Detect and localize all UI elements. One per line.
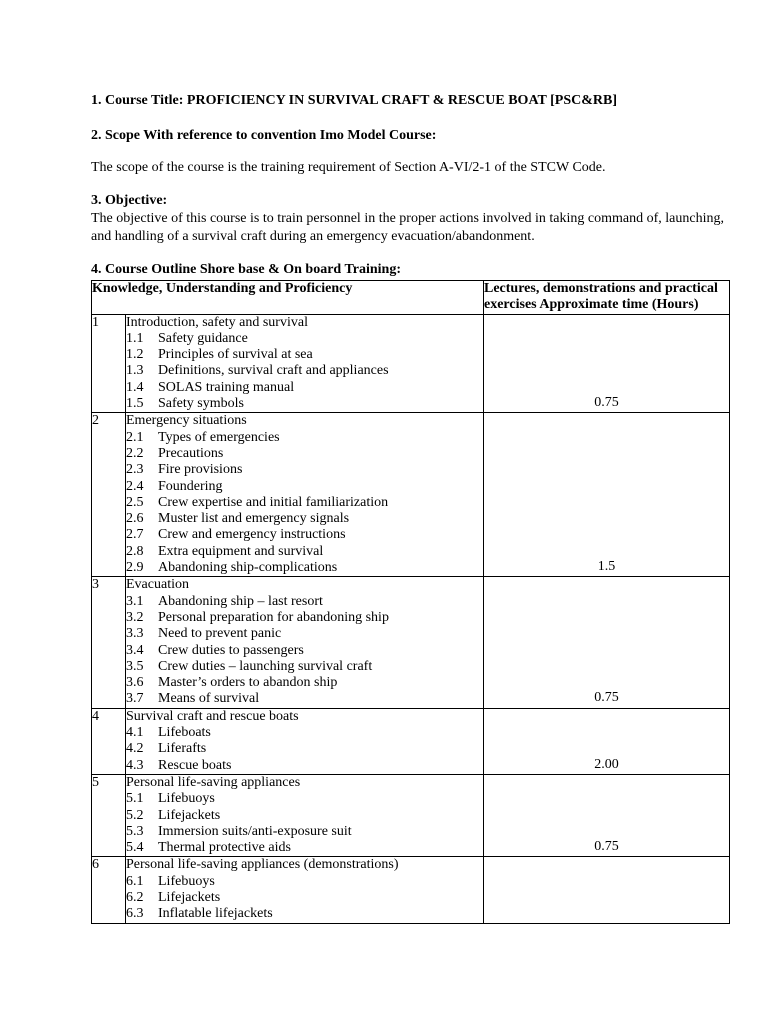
header-knowledge: Knowledge, Understanding and Proficiency — [92, 281, 484, 315]
subtopic-number: 6.2 — [126, 889, 144, 905]
subtopic-number: 1.1 — [126, 330, 144, 346]
subtopic-number: 5.1 — [126, 791, 144, 807]
subtopic-item — [126, 527, 483, 543]
subtopic-number: 2.1 — [126, 429, 144, 445]
subtopic-number: 5.4 — [126, 840, 144, 856]
subtopic-number: 6.1 — [126, 873, 144, 889]
subtopic-number: 3.7 — [126, 691, 144, 707]
subtopic-item — [126, 808, 483, 824]
subtopic-number: 1.4 — [126, 379, 144, 395]
subtopic-number: 5.3 — [126, 823, 144, 839]
subtopic-number: 4.2 — [126, 741, 144, 757]
subtopic-item — [126, 741, 483, 757]
subtopic-item — [126, 495, 483, 511]
row-topic-cell — [126, 314, 484, 413]
subtopic-number: 3.6 — [126, 675, 144, 691]
course-title: 1. Course Title: PROFICIENCY IN SURVIVAL CRAFT & RESCUE BOAT [PSC&RB] — [91, 93, 617, 108]
subtopic-number: 1.2 — [126, 347, 144, 363]
subtopic-item — [126, 511, 483, 527]
row-number: 4 — [92, 708, 126, 774]
row-topic-cell — [126, 774, 484, 856]
row-topic-cell — [126, 413, 484, 577]
subtopic-item — [126, 659, 483, 675]
subtopic-text: Extra equipment and survival — [158, 543, 324, 559]
row-hours-value: 1.5 — [597, 559, 616, 575]
subtopic-item — [126, 691, 483, 707]
course-outline-table — [91, 280, 730, 924]
subtopic-text: Lifejackets — [158, 889, 221, 905]
table-row — [92, 314, 730, 413]
subtopic-item — [126, 363, 483, 379]
table-row — [92, 857, 730, 923]
subtopic-number: 2.6 — [126, 511, 144, 527]
row-hours-cell — [484, 314, 730, 413]
subtopic-number: 2.9 — [126, 560, 144, 576]
subtopic-item — [126, 643, 483, 659]
subtopic-item — [126, 610, 483, 626]
subtopic-number: 2.7 — [126, 527, 144, 543]
row-topic-cell — [126, 577, 484, 708]
topic-title: Personal life-saving appliances — [126, 774, 301, 790]
scope-heading: 2. Scope With reference to convention Imo Model Course: — [91, 128, 437, 143]
outline-heading: 4. Course Outline Shore base & On board Training: — [91, 262, 401, 277]
subtopic-text: Abandoning ship-complications — [158, 560, 338, 576]
table-body — [92, 314, 730, 923]
subtopic-item — [126, 462, 483, 478]
subtopic-text: Muster list and emergency signals — [158, 511, 350, 527]
subtopic-text: Safety guidance — [158, 330, 248, 346]
subtopic-text: Lifebuoys — [158, 873, 215, 889]
subtopic-text: Master’s orders to abandon ship — [158, 675, 338, 691]
row-hours-cell — [484, 413, 730, 577]
subtopic-item — [126, 544, 483, 560]
subtopic-item — [126, 560, 483, 576]
subtopic-text: Crew expertise and initial familiarization — [158, 494, 389, 510]
subtopic-number: 3.5 — [126, 658, 144, 674]
row-number: 1 — [92, 314, 126, 413]
topic-title: Evacuation — [126, 577, 189, 593]
subtopic-text: Lifejackets — [158, 807, 221, 823]
subtopic-number: 2.2 — [126, 445, 144, 461]
subtopic-number: 3.4 — [126, 642, 144, 658]
table-row — [92, 577, 730, 708]
subtopic-text: Precautions — [158, 445, 224, 461]
row-topic-cell — [126, 708, 484, 774]
subtopic-number: 4.3 — [126, 757, 144, 773]
subtopic-text: Abandoning ship – last resort — [158, 593, 323, 609]
row-hours-value: 0.75 — [594, 395, 619, 411]
subtopic-number: 5.2 — [126, 807, 144, 823]
subtopic-text: Liferafts — [158, 741, 207, 757]
subtopic-text: Fire provisions — [158, 462, 243, 478]
subtopic-item — [126, 725, 483, 741]
subtopic-text: Foundering — [158, 478, 223, 494]
row-hours-cell — [484, 857, 730, 923]
table-row — [92, 774, 730, 856]
row-hours-cell — [484, 708, 730, 774]
objective-heading: 3. Objective: — [91, 193, 168, 208]
subtopic-number: 6.3 — [126, 906, 144, 922]
subtopic-item — [126, 675, 483, 691]
topic-title: Personal life-saving appliances (demonstrations) — [126, 857, 399, 873]
subtopic-text: Means of survival — [158, 691, 260, 707]
subtopic-number: 1.3 — [126, 363, 144, 379]
subtopic-item — [126, 347, 483, 363]
subtopic-text: Need to prevent panic — [158, 626, 282, 642]
subtopic-item — [126, 396, 483, 412]
subtopic-item — [126, 758, 483, 774]
table-row — [92, 708, 730, 774]
subtopic-text: Crew duties – launching survival craft — [158, 658, 373, 674]
subtopic-text: Principles of survival at sea — [158, 347, 313, 363]
subtopic-text: Thermal protective aids — [158, 840, 291, 856]
subtopic-number: 2.8 — [126, 543, 144, 559]
subtopic-number: 3.3 — [126, 626, 144, 642]
subtopic-text: Rescue boats — [158, 757, 232, 773]
subtopic-text: Crew and emergency instructions — [158, 527, 346, 543]
subtopic-text: Personal preparation for abandoning ship — [158, 609, 389, 625]
subtopic-text: Lifebuoys — [158, 791, 215, 807]
subtopic-text: Lifeboats — [158, 725, 211, 741]
scope-text: The scope of the course is the training requirement of Section A-VI/2-1 of the STCW Code. — [91, 160, 606, 175]
subtopic-item — [126, 890, 483, 906]
subtopic-item — [126, 791, 483, 807]
row-topic-cell — [126, 857, 484, 923]
subtopic-text: Crew duties to passengers — [158, 642, 304, 658]
row-hours-cell — [484, 774, 730, 856]
subtopic-item — [126, 824, 483, 840]
row-hours-value: 2.00 — [594, 756, 619, 772]
topic-title: Emergency situations — [126, 413, 247, 429]
subtopic-number: 2.4 — [126, 478, 144, 494]
subtopic-text: Types of emergencies — [158, 429, 280, 445]
row-hours-value: 0.75 — [594, 839, 619, 855]
topic-title: Survival craft and rescue boats — [126, 708, 299, 724]
subtopic-item — [126, 331, 483, 347]
subtopic-number: 3.2 — [126, 609, 144, 625]
row-number: 5 — [92, 774, 126, 856]
subtopic-text: Inflatable lifejackets — [158, 906, 273, 922]
subtopic-item — [126, 906, 483, 922]
subtopic-item — [126, 626, 483, 642]
subtopic-text: Immersion suits/anti-exposure suit — [158, 823, 352, 839]
subtopic-item — [126, 380, 483, 396]
subtopic-item — [126, 446, 483, 462]
header-hours: Lectures, demonstrations and practical exercises Approximate time (Hours) — [484, 281, 730, 315]
row-number: 3 — [92, 577, 126, 708]
subtopic-text: Definitions, survival craft and appliances — [158, 363, 389, 379]
row-number: 2 — [92, 413, 126, 577]
table-header-row — [92, 281, 730, 315]
row-number: 6 — [92, 857, 126, 923]
table-row — [92, 413, 730, 577]
objective-text: The objective of this course is to train personnel in the proper actions involved in taking command of, launching, and handling of a survival craft during an emergency evacuation/abandonment. — [91, 211, 724, 244]
subtopic-text: SOLAS training manual — [158, 379, 295, 395]
subtopic-item — [126, 874, 483, 890]
subtopic-number: 4.1 — [126, 725, 144, 741]
subtopic-item — [126, 840, 483, 856]
subtopic-text: Safety symbols — [158, 396, 244, 412]
subtopic-number: 2.3 — [126, 462, 144, 478]
row-hours-cell — [484, 577, 730, 708]
subtopic-item — [126, 430, 483, 446]
topic-title: Introduction, safety and survival — [126, 314, 308, 330]
subtopic-item — [126, 479, 483, 495]
subtopic-number: 2.5 — [126, 494, 144, 510]
subtopic-number: 3.1 — [126, 593, 144, 609]
row-hours-value: 0.75 — [594, 690, 619, 706]
subtopic-number: 1.5 — [126, 396, 144, 412]
subtopic-item — [126, 594, 483, 610]
